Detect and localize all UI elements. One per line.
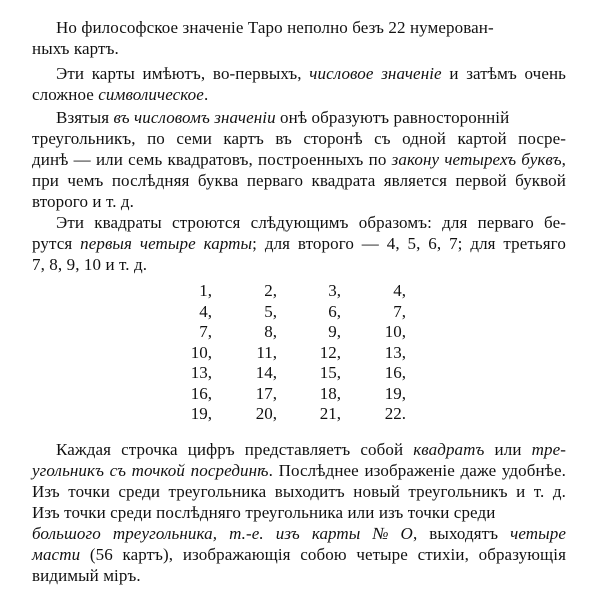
text-line (56, 440, 566, 460)
text-segment: 7, 8, 9, 10 и т. д. (32, 255, 148, 274)
text-line (32, 150, 566, 170)
text-line (56, 64, 566, 84)
text-segment: при чемъ послѣдняя буква перваго квадрата является первой буквой (32, 171, 566, 190)
text-segment: . (203, 85, 209, 104)
table-cell: 6, (328, 301, 341, 321)
table-cell: 3, (328, 281, 341, 300)
text-segment: онѣ образуютъ равносторонній (275, 108, 510, 127)
table-cell: 13, (190, 363, 212, 382)
text-segment: , (561, 150, 566, 169)
text-segment: Эти карты имѣютъ, во-первыхъ, (56, 64, 310, 83)
text-line (32, 171, 566, 191)
table-cell: 21, (319, 404, 341, 423)
text-segment: рутся (32, 234, 81, 253)
text-segment: второго и т. д. (32, 192, 135, 211)
table-cell: 5, (264, 301, 277, 321)
table-cell: 22. (384, 404, 406, 423)
text-segment: треугольникъ, по семи картъ въ сторонѣ съ одной картой посре- (32, 129, 567, 148)
text-line (32, 545, 566, 565)
text-segment: и затѣмъ очень (441, 64, 567, 83)
text-line (56, 18, 494, 38)
text-line (56, 213, 566, 233)
text-line (32, 234, 566, 254)
italic-text: масти (32, 545, 81, 564)
table-cell: 4, (393, 281, 406, 300)
italic-text: закону четырехъ буквъ (391, 150, 562, 169)
text-line (32, 39, 119, 59)
text-segment: динѣ — или семь квадратовъ, построенныхъ по (32, 150, 392, 169)
table-cell: 11, (256, 342, 277, 362)
text-segment: Эти квадраты строются слѣдующимъ образомъ: для перваго бе- (56, 213, 566, 232)
text-segment: Взятыя (56, 108, 114, 127)
text-line (32, 503, 495, 523)
italic-text: большого треугольника, т.-е. изъ карты № О (32, 524, 413, 543)
text-line (32, 255, 147, 275)
text-segment: , выходятъ (412, 524, 511, 543)
table-cell: 16, (190, 383, 212, 403)
table-cell: 1, (199, 281, 212, 300)
text-line (32, 192, 134, 212)
text-line (32, 461, 566, 481)
text-segment: сложное (32, 85, 99, 104)
table-cell: 2, (264, 281, 277, 300)
text-segment: Но философское значеніе Таро неполно безъ 22 нумерован- (56, 18, 494, 37)
text-segment: или (484, 440, 532, 459)
table-cell: 9, (328, 322, 341, 341)
text-segment: . Послѣднее изображеніе даже удобнѣе. (268, 461, 567, 480)
table-cell: 18, (319, 383, 341, 403)
italic-text: четыре (510, 524, 566, 543)
italic-text: угольникъ съ точкой посрединѣ (32, 461, 269, 480)
table-cell: 7, (199, 322, 212, 341)
italic-text: первыя четыре карты (80, 234, 253, 253)
table-cell: 15, (319, 363, 341, 382)
text-segment: Изъ точки среди треугольника выходитъ новый треугольникъ и т. д. (32, 482, 566, 501)
text-segment: Изъ точки среди послѣдняго треугольника или изъ точки среди (32, 503, 496, 522)
text-segment: ; для второго — 4, 5, 6, 7; для третьяго (252, 234, 566, 253)
text-line (56, 108, 509, 128)
italic-text: квадратъ (413, 440, 485, 459)
table-cell: 12, (319, 342, 341, 362)
italic-text: тре- (531, 440, 566, 459)
text-line (32, 482, 566, 502)
table-cell: 14, (255, 363, 277, 382)
table-cell: 7, (393, 301, 406, 321)
table-cell: 13, (384, 342, 406, 362)
italic-text: символическое (98, 85, 204, 104)
text-segment: ныхъ картъ. (32, 39, 119, 58)
table-cell: 19, (384, 383, 406, 403)
table-cell: 19, (190, 404, 212, 423)
text-line (32, 129, 566, 149)
italic-text: числовое значеніе (309, 64, 442, 83)
table-cell: 16, (384, 363, 406, 382)
italic-text: въ числовомъ значеніи (113, 108, 276, 127)
text-segment: видимый міръ. (32, 566, 141, 585)
text-line (32, 566, 141, 586)
text-line (32, 85, 208, 105)
table-cell: 10, (190, 342, 212, 362)
table-cell: 4, (199, 301, 212, 321)
table-cell: 10, (384, 322, 406, 341)
table-cell: 8, (264, 322, 277, 341)
table-cell: 17, (255, 383, 277, 403)
text-segment: (56 картъ), изображающія собою четыре стихіи, образующія (80, 545, 566, 564)
table-cell: 20, (255, 404, 277, 423)
text-segment: Каждая строчка цифръ представляетъ собой (56, 440, 414, 459)
text-line (32, 524, 566, 544)
